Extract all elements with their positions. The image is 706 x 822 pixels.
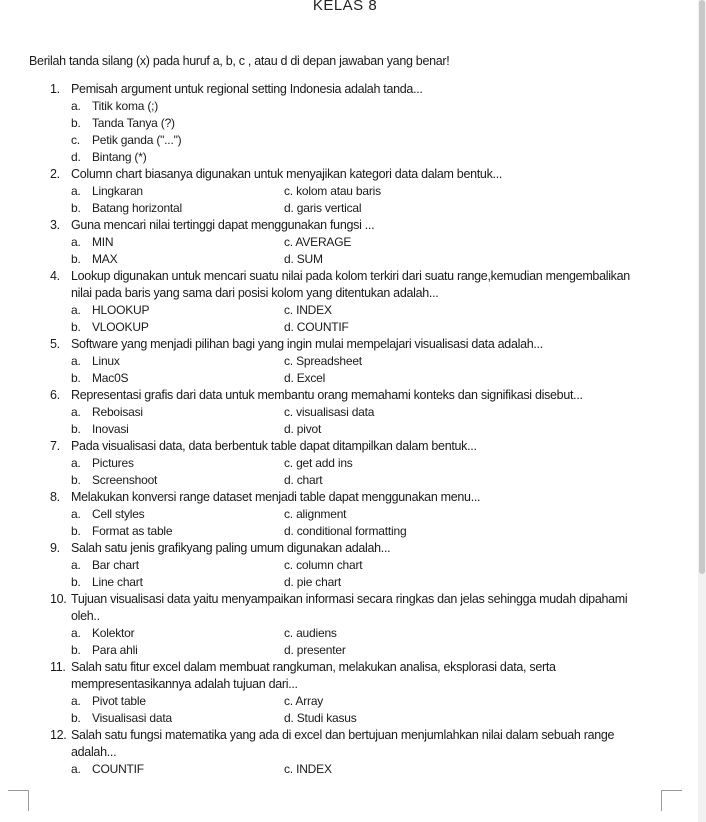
question-text: Guna mencari nilai tertinggi dapat menggunakan fungsi ... — [71, 218, 375, 232]
option-c[interactable]: c. AVERAGE — [284, 235, 352, 249]
option-a[interactable]: a. Pivot table — [71, 694, 146, 708]
option-b[interactable]: b. Para ahli — [71, 643, 138, 657]
question-number: 7. — [50, 439, 60, 453]
option-d[interactable]: d. Excel — [284, 371, 326, 385]
question-number: 12. — [50, 728, 67, 742]
question-text: Pemisah argument untuk regional setting Indonesia adalah tanda... — [71, 82, 423, 96]
question-5 — [0, 336, 660, 387]
option-a[interactable]: a. Kolektor — [71, 626, 135, 640]
question-3 — [0, 217, 660, 268]
question-text: Software yang menjadi pilihan bagi yang ingin mulai mempelajari visualisasi data adalah... — [71, 337, 543, 351]
question-number: 9. — [50, 541, 60, 555]
question-4 — [0, 268, 660, 336]
question-number: 1. — [50, 82, 60, 96]
question-list — [0, 81, 660, 778]
page-title: KELAS 8 — [312, 0, 378, 14]
option-a[interactable]: a. Lingkaran — [71, 184, 143, 198]
question-11 — [0, 659, 660, 727]
option-c[interactable]: c. audiens — [284, 626, 337, 640]
option-a[interactable]: a. MIN — [71, 235, 114, 249]
option-b[interactable]: b. Line chart — [71, 575, 143, 589]
page-corner-marker-right — [661, 790, 682, 811]
option-c[interactable]: c. kolom atau baris — [284, 184, 381, 198]
question-8 — [0, 489, 660, 540]
option-c[interactable]: c. Petik ganda ("...") — [71, 133, 182, 147]
option-c[interactable]: c. Spreadsheet — [284, 354, 362, 368]
option-c[interactable]: c. column chart — [284, 558, 363, 572]
option-c[interactable]: c. visualisasi data — [284, 405, 375, 419]
question-number: 8. — [50, 490, 60, 504]
option-d[interactable]: d. pie chart — [284, 575, 341, 589]
instruction-text: Berilah tanda silang (x) pada huruf a, b, c , atau d di depan jawaban yang benar! — [29, 54, 450, 68]
option-b[interactable]: b. Inovasi — [71, 422, 129, 436]
vertical-scrollbar[interactable] — [698, 0, 706, 822]
option-b[interactable]: b. Batang horizontal — [71, 201, 182, 215]
option-d[interactable]: d. presenter — [284, 643, 346, 657]
option-d[interactable]: d. conditional formatting — [284, 524, 407, 538]
option-d[interactable]: d. Bintang (*) — [71, 150, 147, 164]
option-d[interactable]: d. COUNTIF — [284, 320, 349, 334]
question-text: Column chart biasanya digunakan untuk menyajikan kategori data dalam bentuk... — [71, 167, 503, 181]
question-number: 4. — [50, 269, 60, 283]
question-10 — [0, 591, 660, 659]
question-12 — [0, 727, 660, 778]
option-c[interactable]: c. Array — [284, 694, 324, 708]
question-number: 11. — [50, 660, 66, 674]
question-6 — [0, 387, 660, 438]
question-text: Salah satu jenis grafikyang paling umum digunakan adalah... — [71, 541, 391, 555]
option-a[interactable]: a. COUNTIF — [71, 762, 144, 776]
question-text: Salah satu fitur excel dalam membuat rangkuman, melakukan analisa, eksplorasi data, serta mempresentasikannya adalah tujuan dari... — [71, 660, 556, 691]
option-a[interactable]: a. Titik koma (;) — [71, 99, 159, 113]
question-text: Pada visualisasi data, data berbentuk table dapat ditampilkan dalam bentuk... — [71, 439, 477, 453]
page-corner-marker-left — [8, 790, 29, 811]
option-a[interactable]: a. Bar chart — [71, 558, 139, 572]
option-c[interactable]: c. INDEX — [284, 762, 332, 776]
option-b[interactable]: b. Tanda Tanya (?) — [71, 116, 175, 130]
question-1 — [0, 81, 660, 166]
option-a[interactable]: a. Pictures — [71, 456, 134, 470]
option-d[interactable]: d. Studi kasus — [284, 711, 357, 725]
option-d[interactable]: d. garis vertical — [284, 201, 362, 215]
question-number: 10. — [50, 592, 67, 606]
option-c[interactable]: c. get add ins — [284, 456, 353, 470]
option-a[interactable]: a. HLOOKUP — [71, 303, 150, 317]
question-text: Melakukan konversi range dataset menjadi table dapat menggunakan menu... — [71, 490, 481, 504]
question-text: Tujuan visualisasi data yaitu menyampaikan informasi secara ringkas dan jelas sehingga mudah dipahami oleh.. — [71, 592, 628, 623]
question-number: 5. — [50, 337, 60, 351]
scrollbar-thumb[interactable] — [699, 0, 705, 574]
question-2 — [0, 166, 660, 217]
question-7 — [0, 438, 660, 489]
option-a[interactable]: a. Cell styles — [71, 507, 145, 521]
question-text: Representasi grafis dari data untuk membantu orang memahami konteks dan signifikasi disebut... — [71, 388, 583, 402]
option-a[interactable]: a. Reboisasi — [71, 405, 143, 419]
question-number: 3. — [50, 218, 60, 232]
option-b[interactable]: b. MAX — [71, 252, 118, 266]
option-b[interactable]: b. Screenshoot — [71, 473, 158, 487]
option-d[interactable]: d. SUM — [284, 252, 323, 266]
option-b[interactable]: b. Mac0S — [71, 371, 129, 385]
question-9 — [0, 540, 660, 591]
option-d[interactable]: d. chart — [284, 473, 323, 487]
question-number: 2. — [50, 167, 60, 181]
option-c[interactable]: c. INDEX — [284, 303, 332, 317]
option-b[interactable]: b. Visualisasi data — [71, 711, 172, 725]
question-number: 6. — [50, 388, 60, 402]
option-c[interactable]: c. alignment — [284, 507, 347, 521]
question-text: Salah satu fungsi matematika yang ada di excel dan bertujuan menjumlahkan nilai dalam sebuah range adalah... — [71, 728, 615, 759]
question-text: Lookup digunakan untuk mencari suatu nilai pada kolom terkiri dari suatu range,kemudian mengembalikan nilai pada baris yang sama dari posisi kolom yang ditentukan adalah... — [71, 269, 630, 300]
option-b[interactable]: b. VLOOKUP — [71, 320, 149, 334]
option-b[interactable]: b. Format as table — [71, 524, 173, 538]
option-d[interactable]: d. pivot — [284, 422, 322, 436]
option-a[interactable]: a. Linux — [71, 354, 120, 368]
